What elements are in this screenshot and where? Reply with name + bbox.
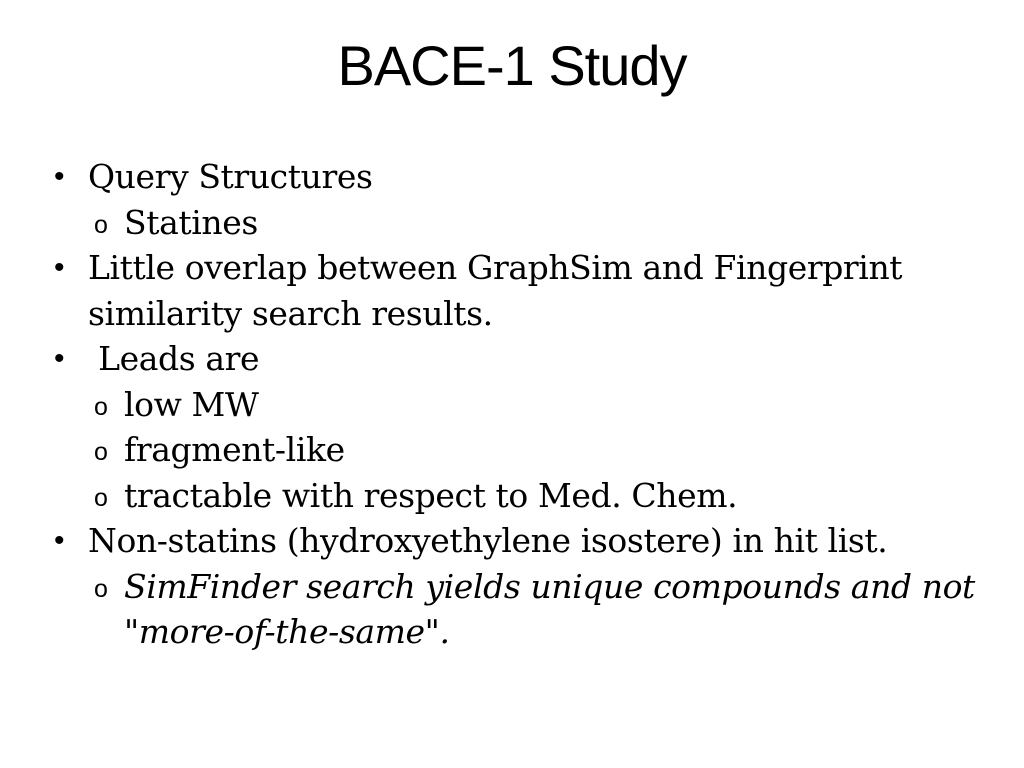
sub-item-tractable xyxy=(54,473,984,519)
bullet-item-non-statins xyxy=(54,518,984,564)
sub-bullet-marker: o xyxy=(94,392,108,421)
sub-item-text: SimFinder search yields unique compounds and not "more-of-the-same". xyxy=(124,566,975,651)
sub-item-text: low MW xyxy=(124,384,259,424)
sub-item-low-mw xyxy=(54,382,984,428)
bullet-item-leads xyxy=(54,336,984,382)
sub-bullet-marker: o xyxy=(94,574,108,603)
bullet-text: Query Structures xyxy=(88,157,373,196)
sub-item-statines xyxy=(54,200,984,246)
sub-item-text: Statines xyxy=(124,202,258,242)
bullet-marker: • xyxy=(54,342,65,375)
bullet-text: Leads are xyxy=(88,339,260,378)
sub-bullet-marker: o xyxy=(94,210,108,239)
sub-bullet-marker: o xyxy=(94,438,108,466)
bullet-list xyxy=(54,154,984,655)
sub-item-text: fragment-like xyxy=(124,430,345,469)
bullet-text: Little overlap between GraphSim and Fingerprint similarity search results. xyxy=(88,248,903,333)
sub-item-fragment-like xyxy=(54,427,984,473)
bullet-item-little-overlap xyxy=(54,245,984,336)
bullet-marker: • xyxy=(54,160,65,193)
bullet-marker: • xyxy=(54,524,65,557)
sub-item-simfinder xyxy=(54,564,984,655)
slide-title: BACE-1 Study xyxy=(337,34,687,97)
bullet-item-query-structures xyxy=(54,154,984,200)
bullet-marker: • xyxy=(54,251,65,284)
bullet-text: Non-statins (hydroxyethylene isostere) in hit list. xyxy=(88,521,888,560)
sub-bullet-marker: o xyxy=(94,483,108,512)
sub-item-text: tractable with respect to Med. Chem. xyxy=(124,475,738,515)
